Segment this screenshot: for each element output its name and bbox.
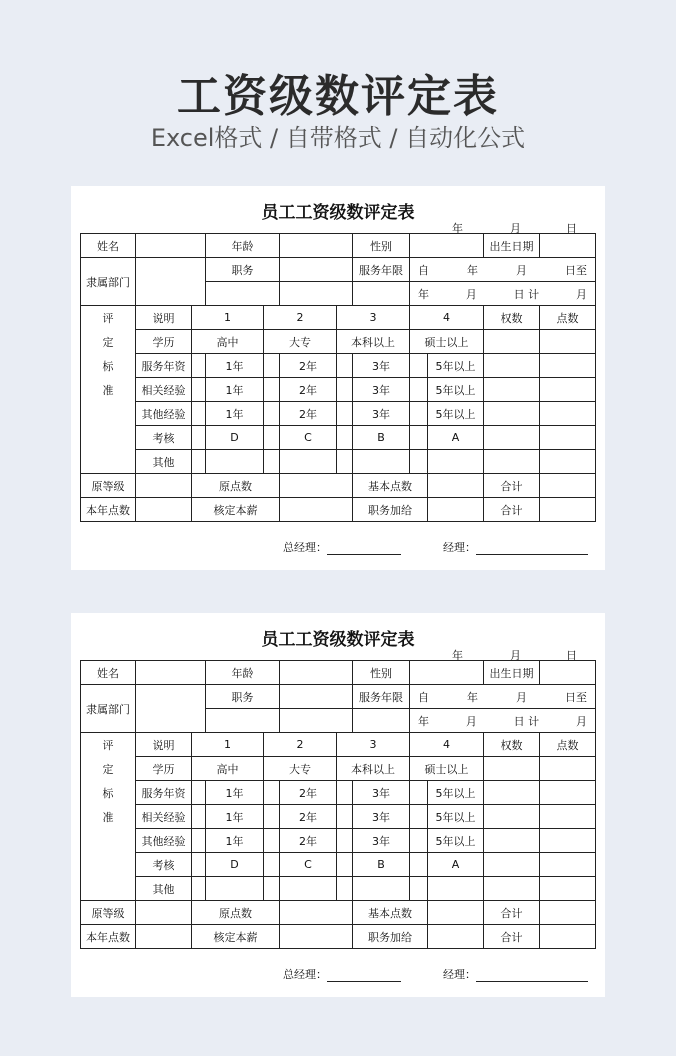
other-level-1[interactable]	[206, 877, 264, 901]
service-to[interactable]	[410, 282, 596, 306]
other-exp-level-2: 2年	[280, 829, 337, 853]
edu-label: 学历	[136, 330, 192, 354]
manager-signature-line[interactable]	[476, 542, 588, 555]
level-4-header: 4	[410, 306, 484, 330]
other-points[interactable]	[540, 877, 596, 901]
other-level-2[interactable]	[280, 450, 337, 474]
service-from-text: 日至	[565, 263, 587, 277]
birth-label: 出生日期	[484, 234, 540, 258]
other-points[interactable]	[540, 450, 596, 474]
other-exp-label: 其他经验	[136, 829, 192, 853]
edu-label: 学历	[136, 757, 192, 781]
review-level-3: B	[353, 853, 410, 877]
other-exp-weight[interactable]	[484, 402, 540, 426]
eval-char: 准	[81, 378, 136, 402]
seniority-label: 服务年资	[136, 781, 192, 805]
orig-points-label: 原点数	[192, 901, 280, 925]
edu-level-4: 硕士以上	[410, 757, 484, 781]
service-extra[interactable]	[353, 709, 410, 733]
position-extra[interactable]	[206, 282, 280, 306]
seniority-weight[interactable]	[484, 354, 540, 378]
check-cell[interactable]	[410, 378, 428, 402]
position-extra[interactable]	[280, 709, 353, 733]
table-row	[81, 426, 596, 450]
check-cell[interactable]	[410, 426, 428, 450]
other-exp-points[interactable]	[540, 402, 596, 426]
service-from[interactable]	[410, 258, 596, 282]
check-cell[interactable]	[264, 450, 280, 474]
table-row	[81, 853, 596, 877]
check-cell[interactable]	[410, 781, 428, 805]
other-exp-points[interactable]	[540, 829, 596, 853]
other-level-3[interactable]	[353, 450, 410, 474]
other-exp-level-3: 3年	[353, 829, 410, 853]
level-2-header: 2	[264, 733, 337, 757]
gender-value[interactable]	[410, 661, 484, 685]
other-weight[interactable]	[484, 877, 540, 901]
eval-char	[81, 450, 136, 474]
position-label: 职务	[206, 685, 280, 709]
form-table	[80, 233, 596, 522]
eval-char: 定	[81, 330, 136, 354]
seniority-points[interactable]	[540, 781, 596, 805]
other-weight[interactable]	[484, 450, 540, 474]
seniority-level-3: 3年	[353, 354, 410, 378]
service-to-text: 月	[575, 714, 587, 728]
table-row	[81, 306, 596, 330]
other-level-1[interactable]	[206, 450, 264, 474]
table-row	[81, 474, 596, 498]
age-value[interactable]	[280, 661, 353, 685]
table-row	[81, 234, 596, 258]
review-level-2: C	[280, 853, 337, 877]
allowance-value[interactable]	[428, 498, 484, 522]
eval-char: 准	[81, 805, 136, 829]
form-sheet-preview-2	[71, 613, 605, 997]
service-from-text: 月	[516, 690, 527, 704]
position-extra[interactable]	[280, 282, 353, 306]
base-points-label: 基本点数	[353, 901, 428, 925]
related-level-3: 3年	[353, 805, 410, 829]
check-cell[interactable]	[264, 877, 280, 901]
gm-signature-line[interactable]	[327, 969, 401, 982]
total-label: 合计	[484, 925, 540, 949]
other-exp-weight[interactable]	[484, 829, 540, 853]
table-row	[81, 330, 596, 354]
check-cell[interactable]	[192, 853, 206, 877]
dept-value[interactable]	[136, 258, 206, 306]
other-exp-level-4: 5年以上	[428, 402, 484, 426]
desc-header: 说明	[136, 733, 192, 757]
age-label: 年龄	[206, 661, 280, 685]
edu-level-3: 本科以上	[337, 330, 410, 354]
salary-label: 核定本薪	[192, 498, 280, 522]
gm-signature-label: 总经理：	[283, 968, 327, 981]
service-from-text: 自	[418, 263, 429, 277]
table-row	[81, 498, 596, 522]
check-cell[interactable]	[192, 805, 206, 829]
total-value[interactable]	[540, 498, 596, 522]
page-headline: 工资级数评定表	[177, 71, 499, 122]
service-from-text: 月	[516, 263, 527, 277]
service-to-text: 月	[465, 287, 477, 301]
eval-char	[81, 853, 136, 877]
related-level-1: 1年	[206, 805, 264, 829]
allowance-label: 职务加给	[353, 498, 428, 522]
edu-level-2: 大专	[264, 757, 337, 781]
points-header: 点数	[540, 733, 596, 757]
salary-value[interactable]	[280, 925, 353, 949]
manager-signature	[443, 966, 588, 982]
seniority-weight[interactable]	[484, 781, 540, 805]
edu-points[interactable]	[540, 757, 596, 781]
table-row	[81, 805, 596, 829]
gm-signature-line[interactable]	[327, 542, 401, 555]
other-exp-label: 其他经验	[136, 402, 192, 426]
name-label: 姓名	[81, 661, 136, 685]
table-row	[81, 733, 596, 757]
birth-label: 出生日期	[484, 661, 540, 685]
edu-points[interactable]	[540, 330, 596, 354]
gm-signature	[283, 966, 401, 982]
year-points-label: 本年点数	[81, 498, 136, 522]
name-value[interactable]	[136, 661, 206, 685]
total-label: 合计	[484, 498, 540, 522]
weight-header: 权数	[484, 733, 540, 757]
service-to-text: 月	[465, 714, 477, 728]
related-weight[interactable]	[484, 805, 540, 829]
manager-signature-line[interactable]	[476, 969, 588, 982]
orig-grade-value[interactable]	[136, 901, 192, 925]
total-value[interactable]	[540, 474, 596, 498]
other-exp-level-2: 2年	[280, 402, 337, 426]
related-label: 相关经验	[136, 805, 192, 829]
check-cell[interactable]	[192, 829, 206, 853]
check-cell[interactable]	[264, 805, 280, 829]
check-cell[interactable]	[337, 781, 353, 805]
other-exp-level-4: 5年以上	[428, 829, 484, 853]
check-cell[interactable]	[337, 829, 353, 853]
dept-label: 隶属部门	[81, 685, 136, 733]
level-1-header: 1	[192, 733, 264, 757]
total-value[interactable]	[540, 925, 596, 949]
orig-grade-label: 原等级	[81, 474, 136, 498]
related-level-1: 1年	[206, 378, 264, 402]
dept-label: 隶属部门	[81, 258, 136, 306]
check-cell[interactable]	[264, 402, 280, 426]
gender-label: 性别	[353, 661, 410, 685]
check-cell[interactable]	[337, 378, 353, 402]
service-label: 服务年限	[353, 258, 410, 282]
date-day: 日	[566, 222, 577, 235]
other-exp-level-1: 1年	[206, 829, 264, 853]
desc-header: 说明	[136, 306, 192, 330]
service-from-text: 自	[418, 690, 429, 704]
orig-points-value[interactable]	[280, 901, 353, 925]
total-label: 合计	[484, 901, 540, 925]
eval-char	[81, 426, 136, 450]
other-level-2[interactable]	[280, 877, 337, 901]
check-cell[interactable]	[410, 450, 428, 474]
date-day: 日	[566, 649, 577, 662]
edu-level-2: 大专	[264, 330, 337, 354]
review-level-1: D	[206, 853, 264, 877]
orig-points-label: 原点数	[192, 474, 280, 498]
check-cell[interactable]	[337, 853, 353, 877]
base-points-value[interactable]	[428, 474, 484, 498]
date-year: 年	[452, 222, 463, 235]
position-value[interactable]	[280, 258, 353, 282]
manager-signature-label: 经理：	[443, 541, 476, 554]
table-row	[81, 829, 596, 853]
gm-signature-label: 总经理：	[283, 541, 327, 554]
review-level-4: A	[428, 853, 484, 877]
level-3-header: 3	[337, 733, 410, 757]
other-level-3[interactable]	[353, 877, 410, 901]
service-to-text: 日 计	[513, 287, 540, 301]
check-cell[interactable]	[264, 829, 280, 853]
related-points[interactable]	[540, 805, 596, 829]
total-value[interactable]	[540, 901, 596, 925]
seniority-level-4: 5年以上	[428, 354, 484, 378]
edu-weight[interactable]	[484, 330, 540, 354]
total-label: 合计	[484, 474, 540, 498]
position-value[interactable]	[280, 685, 353, 709]
eval-char: 评	[81, 306, 136, 330]
edu-level-1: 高中	[192, 330, 264, 354]
seniority-level-2: 2年	[280, 354, 337, 378]
base-points-label: 基本点数	[353, 474, 428, 498]
eval-char: 定	[81, 757, 136, 781]
other-label: 其他	[136, 450, 192, 474]
eval-char: 标	[81, 781, 136, 805]
check-cell[interactable]	[264, 853, 280, 877]
check-cell[interactable]	[410, 354, 428, 378]
service-to-text: 日 计	[513, 714, 540, 728]
review-weight[interactable]	[484, 853, 540, 877]
check-cell[interactable]	[192, 354, 206, 378]
date-month: 月	[510, 222, 521, 235]
review-label: 考核	[136, 853, 192, 877]
table-row	[81, 877, 596, 901]
table-row	[81, 925, 596, 949]
related-label: 相关经验	[136, 378, 192, 402]
related-level-2: 2年	[280, 378, 337, 402]
review-level-4: A	[428, 426, 484, 450]
check-cell[interactable]	[410, 402, 428, 426]
level-1-header: 1	[192, 306, 264, 330]
form-table	[80, 660, 596, 949]
related-level-4: 5年以上	[428, 805, 484, 829]
allowance-value[interactable]	[428, 925, 484, 949]
service-label: 服务年限	[353, 685, 410, 709]
service-to-text: 年	[418, 287, 429, 301]
check-cell[interactable]	[410, 853, 428, 877]
seniority-points[interactable]	[540, 354, 596, 378]
table-row	[81, 354, 596, 378]
service-from-text: 日至	[565, 690, 587, 704]
related-level-4: 5年以上	[428, 378, 484, 402]
table-row	[81, 781, 596, 805]
level-3-header: 3	[337, 306, 410, 330]
edu-level-3: 本科以上	[337, 757, 410, 781]
review-level-3: B	[353, 426, 410, 450]
orig-grade-label: 原等级	[81, 901, 136, 925]
year-points-value[interactable]	[136, 498, 192, 522]
check-cell[interactable]	[192, 781, 206, 805]
eval-char	[81, 402, 136, 426]
seniority-level-1: 1年	[206, 781, 264, 805]
service-from-text: 年	[467, 690, 478, 704]
table-row	[81, 901, 596, 925]
table-row	[81, 450, 596, 474]
salary-label: 核定本薪	[192, 925, 280, 949]
eval-char: 标	[81, 354, 136, 378]
check-cell[interactable]	[192, 378, 206, 402]
gender-value[interactable]	[410, 234, 484, 258]
seniority-label: 服务年资	[136, 354, 192, 378]
form-title: 员工工资级数评定表	[261, 630, 415, 650]
edu-level-1: 高中	[192, 757, 264, 781]
form-title: 员工工资级数评定表	[261, 203, 415, 223]
page-subline: Excel格式 / 自带格式 / 自动化公式	[150, 124, 526, 152]
service-to-text: 月	[575, 287, 587, 301]
manager-signature	[443, 539, 588, 555]
service-from-text: 年	[467, 263, 478, 277]
check-cell[interactable]	[192, 402, 206, 426]
check-cell[interactable]	[264, 354, 280, 378]
eval-char	[81, 877, 136, 901]
edu-weight[interactable]	[484, 757, 540, 781]
service-to[interactable]	[410, 709, 596, 733]
other-exp-level-3: 3年	[353, 402, 410, 426]
level-2-header: 2	[264, 306, 337, 330]
review-label: 考核	[136, 426, 192, 450]
base-points-value[interactable]	[428, 901, 484, 925]
seniority-level-1: 1年	[206, 354, 264, 378]
name-value[interactable]	[136, 234, 206, 258]
position-label: 职务	[206, 258, 280, 282]
table-row	[81, 378, 596, 402]
level-4-header: 4	[410, 733, 484, 757]
birth-value[interactable]	[540, 661, 596, 685]
age-label: 年龄	[206, 234, 280, 258]
check-cell[interactable]	[337, 805, 353, 829]
age-value[interactable]	[280, 234, 353, 258]
check-cell[interactable]	[192, 450, 206, 474]
check-cell[interactable]	[264, 781, 280, 805]
eval-char	[81, 829, 136, 853]
check-cell[interactable]	[337, 426, 353, 450]
date-month: 月	[510, 649, 521, 662]
gm-signature	[283, 539, 401, 555]
position-extra[interactable]	[206, 709, 280, 733]
check-cell[interactable]	[410, 805, 428, 829]
service-from[interactable]	[410, 685, 596, 709]
related-level-2: 2年	[280, 805, 337, 829]
year-points-label: 本年点数	[81, 925, 136, 949]
orig-points-value[interactable]	[280, 474, 353, 498]
seniority-level-3: 3年	[353, 781, 410, 805]
table-row	[81, 402, 596, 426]
check-cell[interactable]	[264, 378, 280, 402]
table-row	[81, 258, 596, 282]
salary-value[interactable]	[280, 498, 353, 522]
check-cell[interactable]	[337, 450, 353, 474]
allowance-label: 职务加给	[353, 925, 428, 949]
related-level-3: 3年	[353, 378, 410, 402]
date-year: 年	[452, 649, 463, 662]
table-row	[81, 685, 596, 709]
seniority-level-4: 5年以上	[428, 781, 484, 805]
check-cell[interactable]	[337, 354, 353, 378]
check-cell[interactable]	[337, 402, 353, 426]
edu-level-4: 硕士以上	[410, 330, 484, 354]
check-cell[interactable]	[192, 426, 206, 450]
service-extra[interactable]	[353, 282, 410, 306]
check-cell[interactable]	[337, 877, 353, 901]
other-level-4[interactable]	[428, 877, 484, 901]
year-points-value[interactable]	[136, 925, 192, 949]
table-row	[81, 661, 596, 685]
eval-char: 评	[81, 733, 136, 757]
related-points[interactable]	[540, 378, 596, 402]
other-exp-level-1: 1年	[206, 402, 264, 426]
review-points[interactable]	[540, 426, 596, 450]
related-weight[interactable]	[484, 378, 540, 402]
name-label: 姓名	[81, 234, 136, 258]
check-cell[interactable]	[410, 829, 428, 853]
service-to-text: 年	[418, 714, 429, 728]
review-level-2: C	[280, 426, 337, 450]
birth-value[interactable]	[540, 234, 596, 258]
review-level-1: D	[206, 426, 264, 450]
orig-grade-value[interactable]	[136, 474, 192, 498]
check-cell[interactable]	[264, 426, 280, 450]
other-label: 其他	[136, 877, 192, 901]
weight-header: 权数	[484, 306, 540, 330]
manager-signature-label: 经理：	[443, 968, 476, 981]
form-sheet-preview-1	[71, 186, 605, 570]
check-cell[interactable]	[410, 877, 428, 901]
check-cell[interactable]	[192, 877, 206, 901]
review-points[interactable]	[540, 853, 596, 877]
gender-label: 性别	[353, 234, 410, 258]
other-level-4[interactable]	[428, 450, 484, 474]
review-weight[interactable]	[484, 426, 540, 450]
seniority-level-2: 2年	[280, 781, 337, 805]
dept-value[interactable]	[136, 685, 206, 733]
points-header: 点数	[540, 306, 596, 330]
table-row	[81, 757, 596, 781]
